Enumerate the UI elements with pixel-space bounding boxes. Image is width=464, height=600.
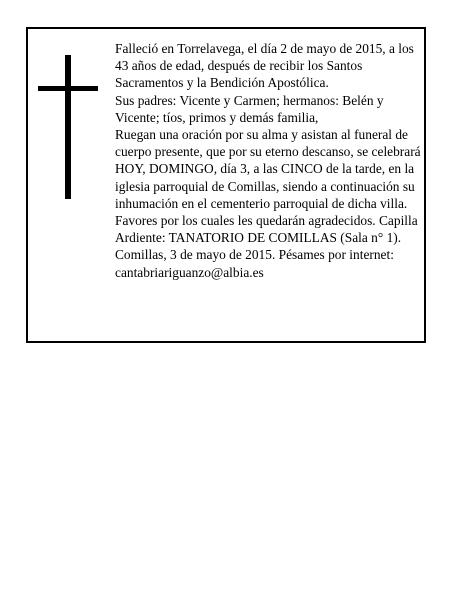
obituary-text xyxy=(115,40,421,281)
cross-icon xyxy=(38,55,98,199)
death-announcement-paragraph: Falleció en Torrelavega, el día 2 de mayo de 2015, a los 43 años de edad, después de recibir los Santos Sacramentos y la Bendición Apostólica. xyxy=(115,41,414,91)
closing-paragraph: Comillas, 3 de mayo de 2015. Pésames por internet: cantabriariguanzo@albia.es xyxy=(115,247,394,280)
obituary-notice xyxy=(26,27,426,343)
cross-horizontal-bar xyxy=(38,86,98,91)
family-paragraph: Sus padres: Vicente y Carmen; hermanos: Belén y Vicente; tíos, primos y demás familia, xyxy=(115,92,384,125)
funeral-details-paragraph: Ruegan una oración por su alma y asistan al funeral de cuerpo presente, que por su eterno descanso, se celebrará HOY, DOMINGO, día 3, a las CINCO de la tarde, en la iglesia parroquial de Comillas, siendo a continuación su inhumación en el cementerio parroquial de dicha villa. Favores por los cuales les quedarán agradecidos. Capilla Ardiente: TANATORIO DE COMILLAS (Sala n° 1). xyxy=(115,127,421,246)
cross-vertical-bar xyxy=(65,55,71,199)
